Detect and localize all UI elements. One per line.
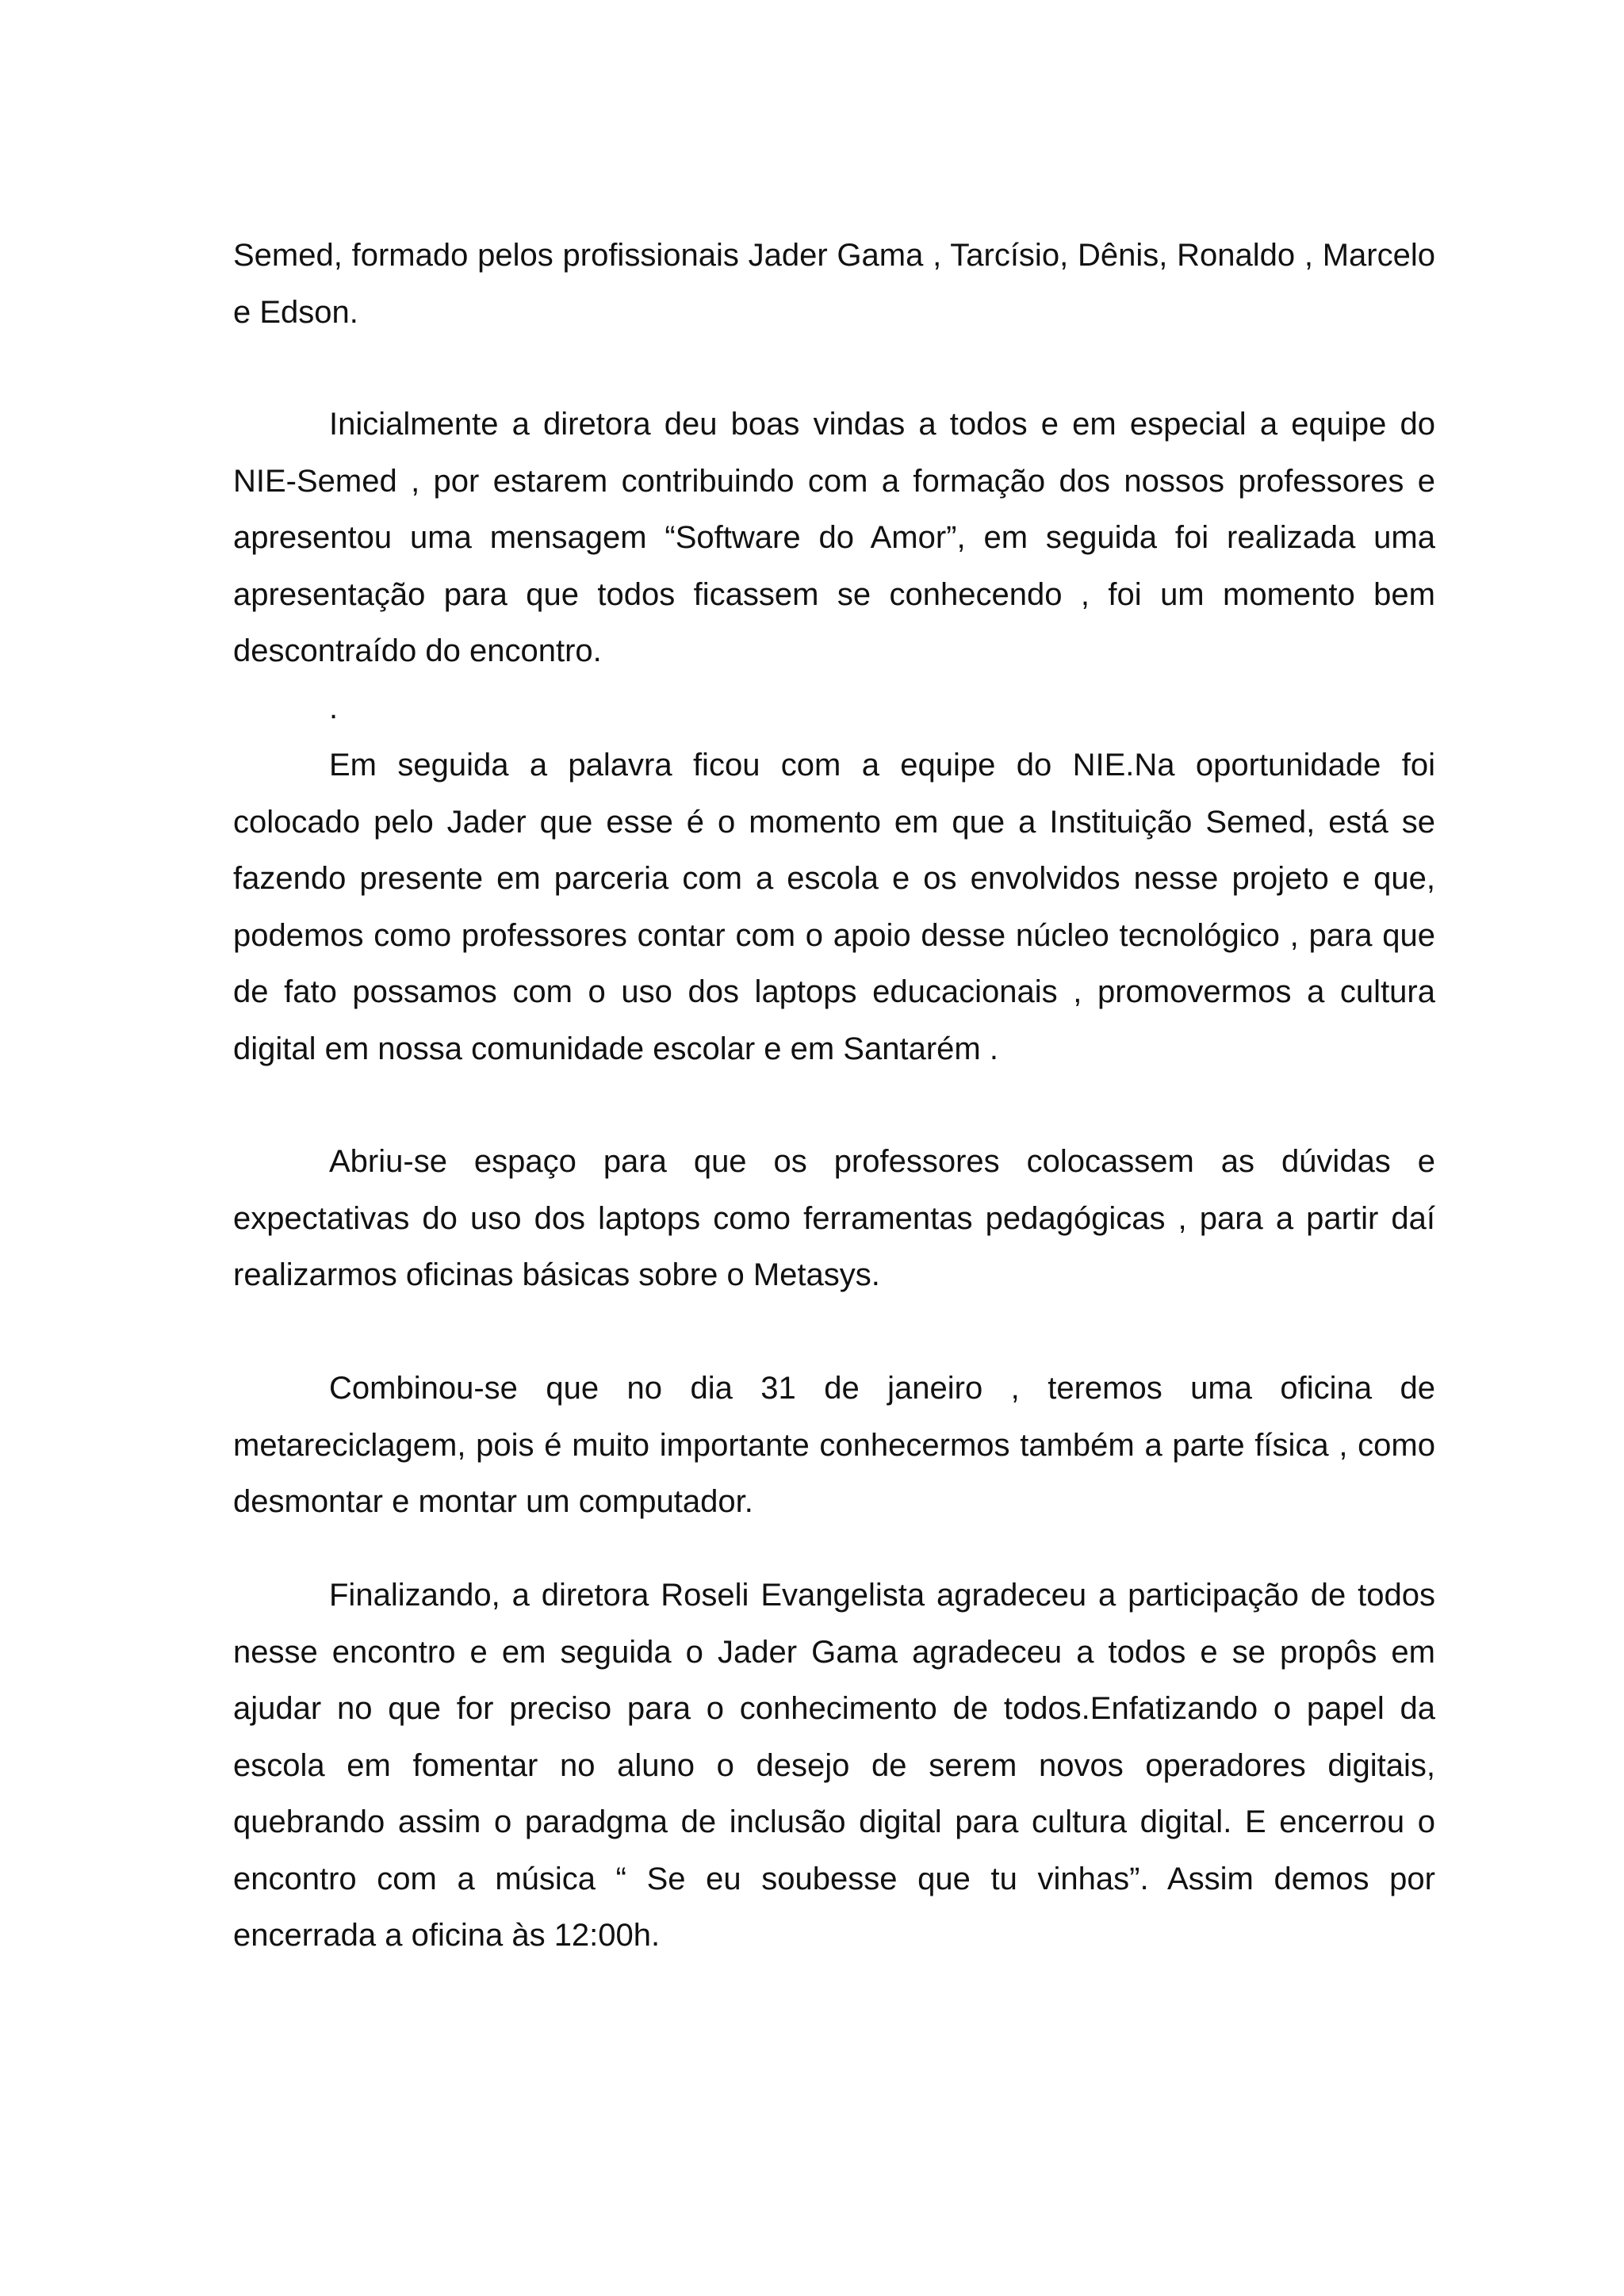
paragraph-welcome: Inicialmente a diretora deu boas vindas a todos e em especial a equipe do NIE-Semed , por estarem contribuindo com a formação dos nossos professores e apresentou uma mensagem “Software do Amor”, em seguida foi realizada uma apresentação para que todos ficassem se conhecendo , foi um momento bem descontraído do encontro. (233, 407, 1435, 668)
paragraph-questions: Abriu-se espaço para que os professores colocassem as dúvidas e expectativas do uso dos laptops como ferramentas pedagógicas , para a partir daí realizarmos oficinas básicas sobre o Metasys. (233, 1144, 1435, 1292)
paragraph-metarecycling: Combinou-se que no dia 31 de janeiro , teremos uma oficina de metareciclagem, pois é muito importante conhecermos também a parte física , como desmontar e montar um computador. (233, 1371, 1435, 1519)
paragraph-closing: Finalizando, a diretora Roseli Evangelista agradeceu a participação de todos nesse encontro e em seguida o Jader Gama agradeceu a todos e se propôs em ajudar no que for preciso para o conhecimento de todos.Enfatizando o papel da escola em fomentar no aluno o desejo de serem novos operadores digitais, quebrando assim o paradgma de inclusão digital para cultura digital. E encerrou o encontro com a música “ Se eu soubesse que tu vinhas”. Assim demos por encerrada a oficina às 12:00h. (233, 1578, 1435, 1953)
paragraph-dot: . (329, 691, 339, 725)
paragraph-nie-team: Em seguida a palavra ficou com a equipe do NIE.Na oportunidade foi colocado pelo Jader que esse é o momento em que a Instituição Semed, está se fazendo presente em parceria com a escola e os envolvidos nesse projeto e que, podemos como professores contar com o apoio desse núcleo tecnológico , para que de fato possamos com o uso dos laptops educacionais , promovermos a cultura digital em nossa comunidade escolar e em Santarém . (233, 748, 1435, 1066)
paragraph-continuation: Semed, formado pelos profissionais Jader Gama , Tarcísio, Dênis, Ronaldo , Marcelo e Edson. (233, 238, 1435, 330)
